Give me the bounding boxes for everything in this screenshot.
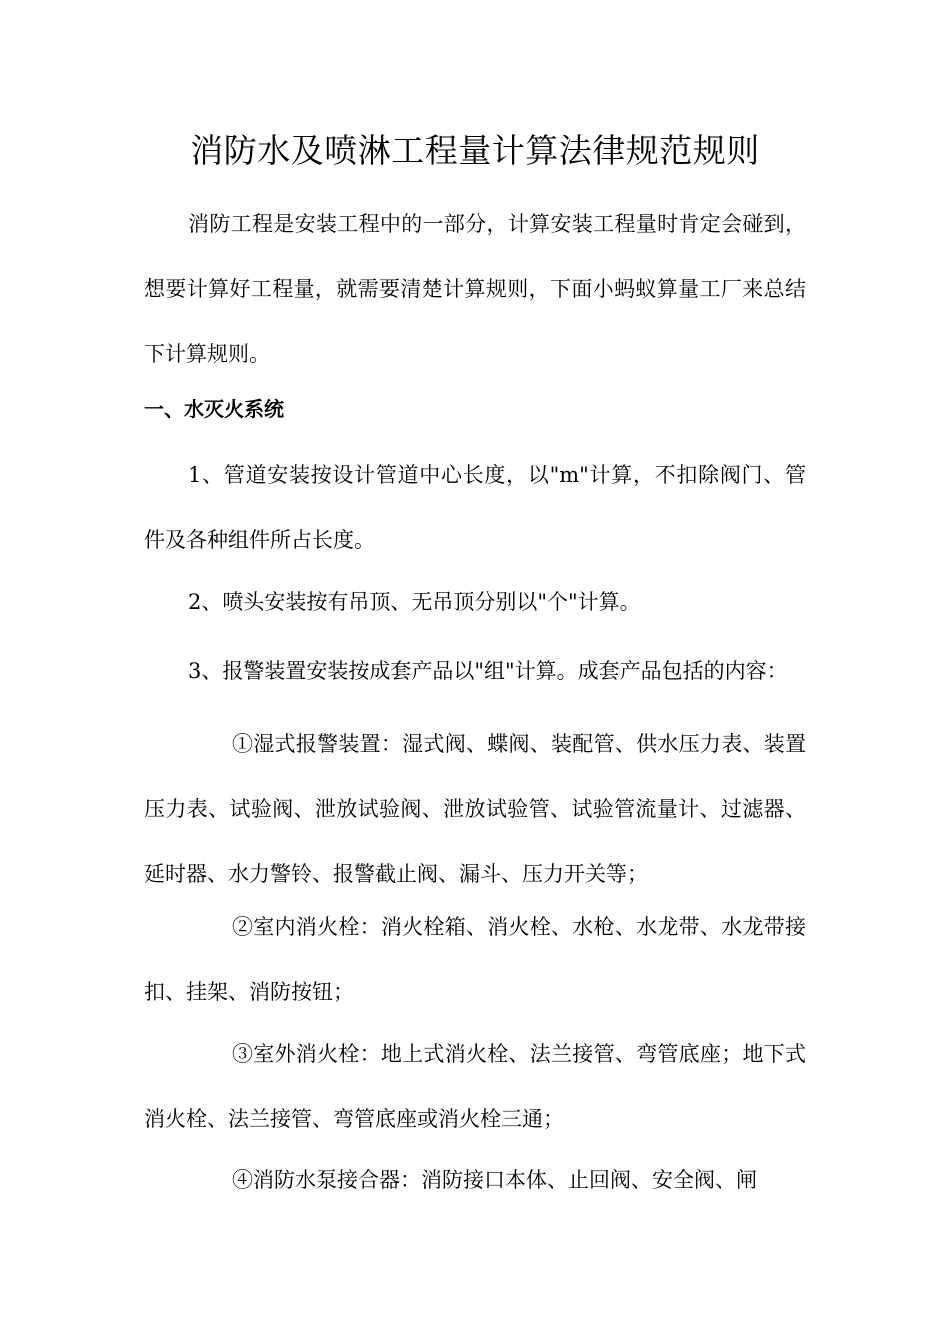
sub-item-1: ①湿式报警装置：湿式阀、蝶阀、装配管、供水压力表、装置压力表、试验阀、泄放试验阀、泄放试验管、试验管流量计、过滤器、延时器、水力警铃、报警截止阀、漏斗、压力开关等； (144, 732, 806, 886)
intro-paragraph: 消防工程是安装工程中的一部分，计算安装工程量时肯定会碰到，想要计算好工程量，就需要清楚计算规则，下面小蚂蚁算量工厂来总结下计算规则。 (144, 212, 806, 366)
sub-item-4: ④消防水泵接合器：消防接口本体、止回阀、安全阀、闸 (232, 1168, 757, 1192)
document-title: 消防水及喷淋工程量计算法律规范规则 (190, 131, 760, 170)
section-heading: 一、水灭火系统 (144, 397, 284, 421)
list-item-2: 2、喷头安装按有吊顶、无吊顶分别以"个"计算。 (188, 590, 641, 614)
sub-item-3: ③室外消火栓：地上式消火栓、法兰接管、弯管底座；地下式消火栓、法兰接管、弯管底座或消火栓三通； (144, 1042, 806, 1131)
list-item-3: 3、报警装置安装按成套产品以"组"计算。成套产品包括的内容： (188, 659, 788, 683)
list-item-1: 1、管道安装按设计管道中心长度，以"m"计算，不扣除阀门、管件及各种组件所占长度。 (144, 463, 806, 552)
sub-item-2: ②室内消火栓：消火栓箱、消火栓、水枪、水龙带、水龙带接扣、挂架、消防按钮； (144, 915, 806, 1004)
